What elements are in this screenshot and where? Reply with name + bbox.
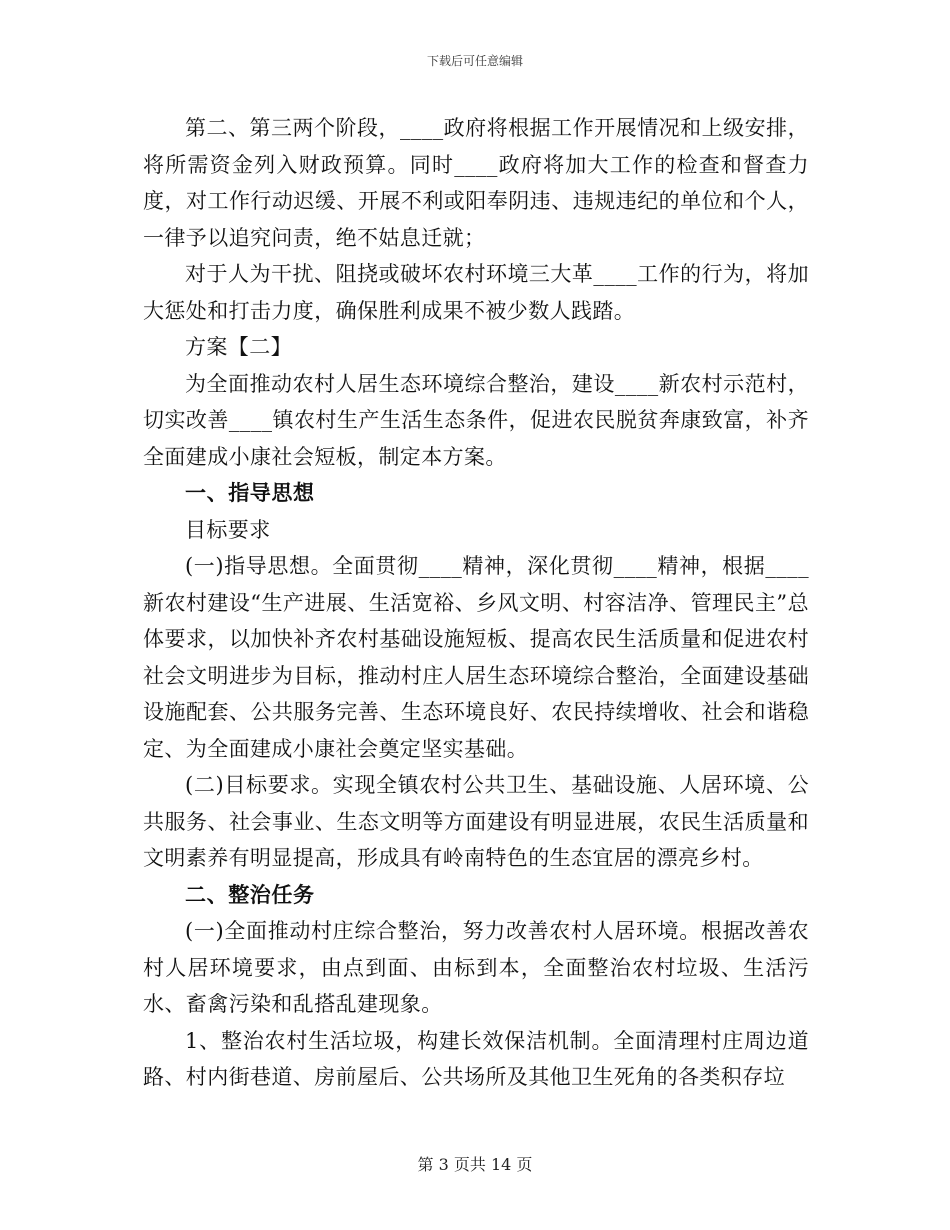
- paragraph-stage-funding: 第二、第三两个阶段，____政府将根据工作开展情况和上级安排，将所需资金列入财政预算。同时____政府将加大工作的检查和督查力度，对工作行动迟缓、开展不利或阳奉阴违、违规违纪的单位和个人，一律予以追究问责，绝不姑息迁就；: [143, 116, 809, 250]
- paragraph-interference-penalty: 对于人为干扰、阻挠或破坏农村环境三大革____工作的行为，将加大惩处和打击力度，确保胜利成果不被少数人践踏。: [143, 262, 809, 323]
- heading-guiding-ideology: 一、指导思想: [185, 481, 315, 505]
- section-title-plan-two: 方案【二】: [185, 335, 292, 359]
- paragraph-village-rectification: (一)全面推动村庄综合整治，努力改善农村人居环境。根据改善农村人居环境要求，由点到面、由标到本，全面整治农村垃圾、生活污水、畜禽污染和乱搭乱建现象。: [143, 919, 809, 1016]
- paragraph-goal-requirements: (二)目标要求。实现全镇农村公共卫生、基础设施、人居环境、公共服务、社会事业、生态文明等方面建设有明显进展，农民生活质量和文明素养有明显提高，形成具有岭南特色的生态宜居的漂亮乡村。: [143, 773, 809, 870]
- page-header: 下载后可任意编辑: [426, 54, 523, 68]
- paragraph-plan-intro: 为全面推动农村人居生态环境综合整治，建设____新农村示范村，切实改善____镇农村生产生活生态条件，促进农民脱贫奔康致富，补齐全面建成小康社会短板，制定本方案。: [143, 371, 809, 469]
- subheading-goal-requirements: 目标要求: [185, 517, 271, 542]
- heading-rectification-tasks: 二、整治任务: [185, 882, 315, 907]
- paragraph-guiding-ideology: (一)指导思想。全面贯彻____精神，深化贯彻____精神，根据____新农村建设“生产进展、生活宽裕、乡风文明、村容洁净、管理民主”总体要求，以加快补齐农村基础设施短板、提高农民生活质量和促进农村社会文明进步为目标，推动村庄人居生态环境综合整治，全面建设基础设施配套、公共服务完善、生态环境良好、农民持续增收、社会和谐稳定、为全面建成小康社会奠定坚实基础。: [143, 554, 809, 761]
- document-body: [143, 110, 809, 1096]
- page-number: 第 3 页共 14 页: [417, 1155, 533, 1174]
- paragraph-garbage-rectification: 1、整治农村生活垃圾，构建长效保洁机制。全面清理村庄周边道路、村内街巷道、房前屋后、公共场所及其他卫生死角的各类积存垃: [143, 1028, 809, 1089]
